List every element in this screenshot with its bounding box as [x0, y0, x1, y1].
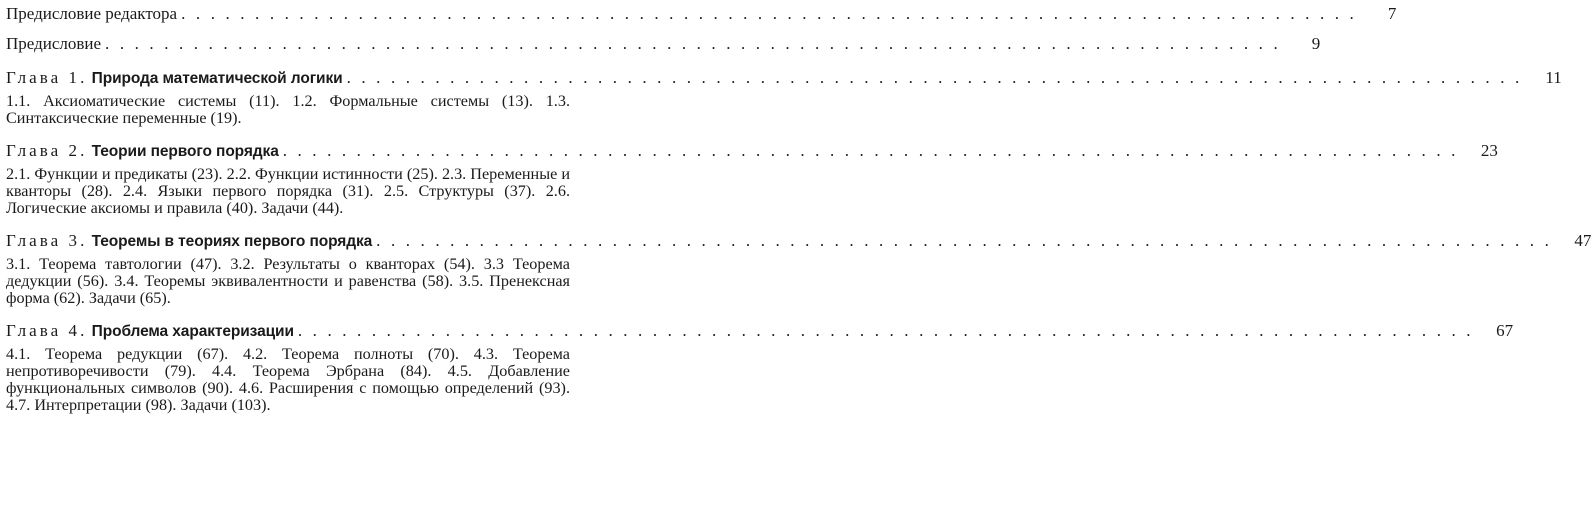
dot-leader: ................................................................................ — [181, 4, 1365, 23]
chapter-title: Теории первого порядка — [91, 143, 279, 160]
chapter-title: Проблема характеризации — [91, 323, 294, 340]
toc-entry-preface — [6, 34, 1321, 54]
dot-leader: ................................................................................ — [105, 34, 1289, 53]
toc-chapter-1 — [6, 68, 1562, 127]
chapter-sections: 1.1. Аксиоматические системы (11). 1.2. Формальные системы (13). 1.3. Синтаксические переменные (19). — [6, 92, 570, 127]
chapter-page: 23 — [1480, 141, 1498, 160]
toc-entry-editor-preface — [6, 4, 1397, 24]
chapter-page: 67 — [1496, 321, 1514, 340]
chapter-label: Глава 2. — [6, 141, 88, 160]
chapter-heading — [6, 231, 1591, 252]
toc-entry-page: 9 — [1311, 34, 1321, 53]
chapter-sections: 4.1. Теорема редукции (67). 4.2. Теорема полноты (70). 4.3. Теорема непротиворечивости (79). 4.4. Теорема Эрбрана (84). 4.5. Добавление функциональных символов (90). 4.6. Расширения с помощью определений (93). 4.7. Интерпретации (98). Задачи (103). — [6, 345, 570, 414]
chapter-sections: 3.1. Теорема тавтологии (47). 3.2. Результаты о кванторах (54). 3.3 Теорема дедукции (56). 3.4. Теоремы эквивалентности и равенства (58). 3.5. Пренексная форма (62). Задачи (65). — [6, 255, 570, 307]
toc-chapter-3 — [6, 231, 1591, 307]
toc-entry-title: Предисловие редактора — [6, 4, 178, 23]
dot-leader: ................................................................................ — [376, 231, 1560, 250]
toc-chapter-2 — [6, 141, 1498, 217]
chapter-sections: 2.1. Функции и предикаты (23). 2.2. Функции истинности (25). 2.3. Переменные и кванторы (28). 2.4. Языки первого порядка (31). 2.5. Структуры (37). 2.6. Логические аксиомы и правила (40). Задачи (44). — [6, 165, 570, 217]
dot-leader: ................................................................................ — [297, 321, 1482, 340]
chapter-label: Глава 4. — [6, 321, 88, 340]
chapter-label: Глава 3. — [6, 231, 88, 250]
chapter-heading — [6, 141, 1498, 162]
dot-leader: ................................................................................ — [346, 68, 1530, 87]
chapter-label: Глава 1. — [6, 68, 88, 87]
chapter-heading — [6, 321, 1514, 342]
chapter-title: Теоремы в теориях первого порядка — [91, 233, 373, 250]
chapter-page: 11 — [1545, 68, 1562, 87]
dot-leader: ................................................................................ — [282, 141, 1466, 160]
toc-chapter-4 — [6, 321, 1514, 414]
toc-entry-title: Предисловие — [6, 34, 102, 53]
chapter-title: Природа математической логики — [91, 70, 343, 87]
chapter-heading — [6, 68, 1562, 89]
chapter-page: 47 — [1574, 231, 1591, 250]
toc-entry-page: 7 — [1387, 4, 1397, 23]
